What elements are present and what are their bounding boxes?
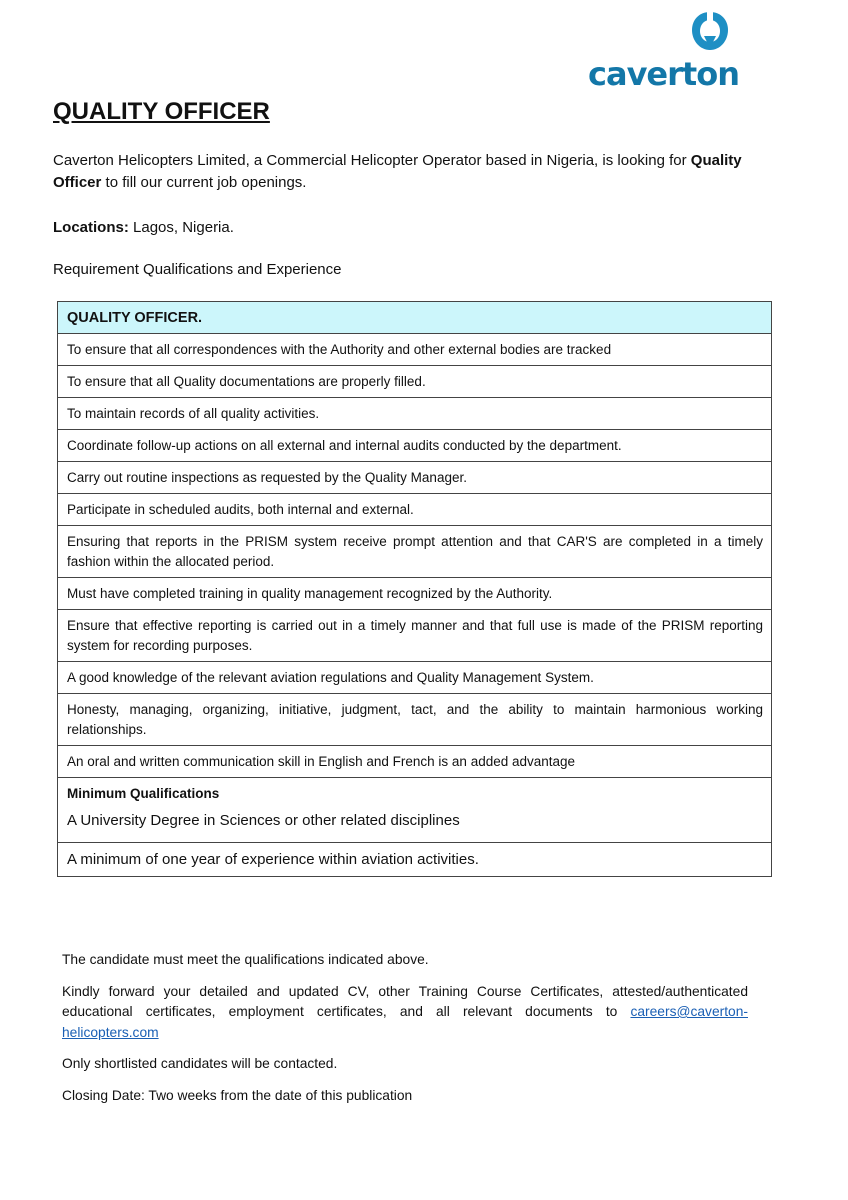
locations-value: Lagos, Nigeria.: [128, 219, 234, 236]
duty-cell: A good knowledge of the relevant aviation regulations and Quality Management System.: [58, 662, 772, 694]
duty-row: [58, 334, 772, 366]
duty-row: [58, 578, 772, 610]
cv-instructions: [62, 982, 748, 1044]
duty-row: [58, 366, 772, 398]
duty-cell: To ensure that all correspondences with the Authority and other external bodies are tracked: [58, 334, 772, 366]
duty-cell: Participate in scheduled audits, both internal and external.: [58, 494, 772, 526]
cv-text: Kindly forward your detailed and updated CV, other Training Course Certificates, attested/authenticated educational certificates, employment certificates, and all relevant documents to: [62, 983, 748, 1019]
table-header-row: [58, 302, 772, 334]
requirements-table: [57, 301, 772, 877]
degree-cell: A University Degree in Sciences or other related disciplines: [58, 806, 772, 843]
duty-cell: Coordinate follow-up actions on all external and internal audits conducted by the department.: [58, 430, 772, 462]
intro-paragraph: [53, 150, 753, 194]
helicopter-rotor-logo-icon: [690, 8, 730, 54]
duty-row: [58, 526, 772, 578]
footer-notes: [62, 950, 748, 1117]
intro-text-before: Caverton Helicopters Limited, a Commercial Helicopter Operator based in Nigeria, is looking for: [53, 152, 691, 169]
duty-cell: To ensure that all Quality documentations are properly filled.: [58, 366, 772, 398]
duty-cell: Honesty, managing, organizing, initiative, judgment, tact, and the ability to maintain harmonious working relationships.: [58, 694, 772, 746]
caverton-logo: [588, 8, 748, 92]
duty-cell: Ensure that effective reporting is carried out in a timely manner and that full use is made of the PRISM reporting system for recording purposes.: [58, 610, 772, 662]
closing-date: Closing Date: Two weeks from the date of this publication: [62, 1087, 413, 1103]
candidate-note: The candidate must meet the qualifications indicated above.: [62, 952, 429, 967]
locations-line: [53, 219, 234, 236]
duty-row: [58, 462, 772, 494]
duty-row: [58, 494, 772, 526]
min-qual-heading: Minimum Qualifications: [58, 778, 772, 807]
duty-cell: Carry out routine inspections as requested by the Quality Manager.: [58, 462, 772, 494]
degree-row: [58, 806, 772, 843]
page-title: QUALITY OFFICER: [53, 98, 270, 125]
table-header-cell: QUALITY OFFICER.: [58, 302, 772, 334]
intro-text-after: to fill our current job openings.: [101, 174, 307, 191]
intro-role: Quality Officer: [53, 152, 742, 191]
experience-row: [58, 843, 772, 877]
duty-row: [58, 746, 772, 778]
logo-wordmark: caverton: [588, 55, 739, 93]
duty-cell: Ensuring that reports in the PRISM system receive prompt attention and that CAR'S are completed in a timely fashion within the allocated period.: [58, 526, 772, 578]
duty-cell: An oral and written communication skill in English and French is an added advantage: [58, 746, 772, 778]
duty-row: [58, 430, 772, 462]
duty-row: [58, 610, 772, 662]
duty-cell: To maintain records of all quality activities.: [58, 398, 772, 430]
careers-email-link[interactable]: careers@caverton-helicopters.com: [62, 1004, 748, 1040]
requirements-heading: Requirement Qualifications and Experience: [53, 261, 342, 278]
experience-cell: A minimum of one year of experience within aviation activities.: [58, 843, 772, 877]
duty-row: [58, 662, 772, 694]
duty-cell: Must have completed training in quality management recognized by the Authority.: [58, 578, 772, 610]
min-qual-heading-row: [58, 778, 772, 807]
shortlist-note: Only shortlisted candidates will be contacted.: [62, 1056, 338, 1071]
duty-row: [58, 694, 772, 746]
duty-row: [58, 398, 772, 430]
locations-label: Locations:: [53, 219, 129, 236]
